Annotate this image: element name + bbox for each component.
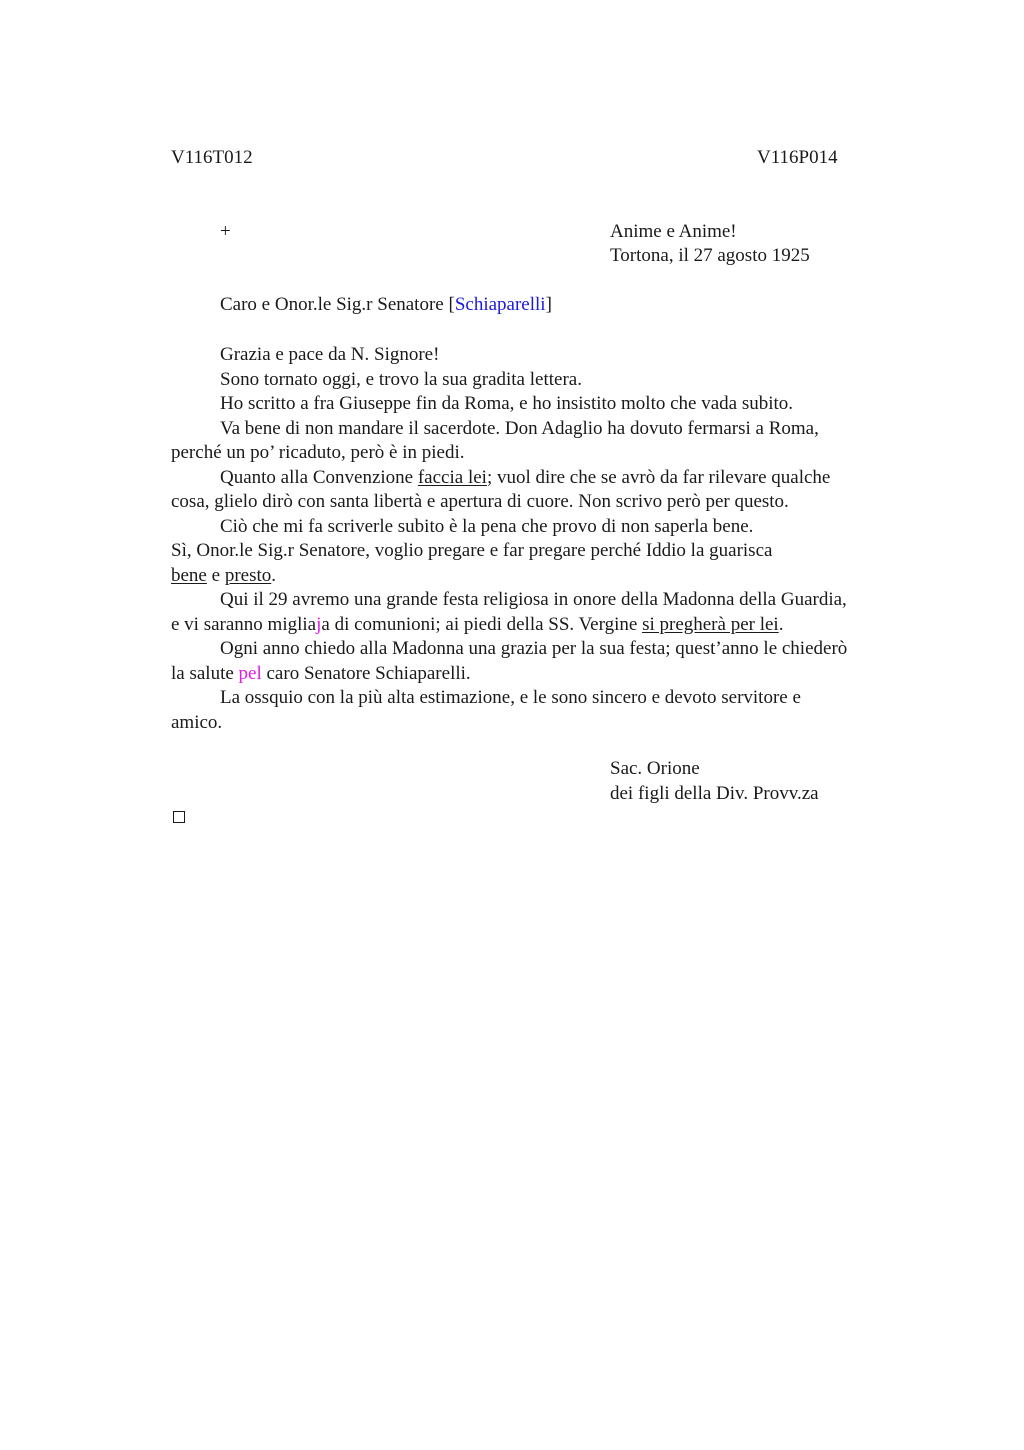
body-line-9-end: . <box>271 564 276 586</box>
right-reference-code: V116P014 <box>757 147 838 168</box>
signature-title: dei figli della Div. Provv.za <box>610 783 819 804</box>
body-line-11-mid: a di comunioni; ai piedi della SS. Vergine <box>321 613 643 635</box>
underlined-presto: presto <box>224 564 272 586</box>
underlined-bene: bene <box>171 564 207 586</box>
body-line-10: Qui il 29 avremo una grande festa religiosa in onore della Madonna della Guardia, <box>220 589 847 610</box>
salutation-text: Caro e Onor.le Sig.r Senatore [ <box>220 294 455 315</box>
body-line-12: Ogni anno chiedo alla Madonna una grazia per la sua festa; quest’anno le chiederò <box>220 638 848 659</box>
body-line-11-end: . <box>778 613 784 635</box>
letter-body <box>171 343 906 735</box>
body-line-15: amico. <box>171 711 223 733</box>
body-line-5 <box>171 466 906 491</box>
underlined-si-preghera: si pregherà per lei <box>642 613 779 635</box>
body-line-11-start: e vi saranno miglia <box>171 613 317 635</box>
place-date: Tortona, il 27 agosto 1925 <box>610 245 810 266</box>
signature-name: Sac. Orione <box>610 758 700 779</box>
left-reference-code: V116T012 <box>171 147 253 168</box>
body-line-6: cosa, glielo dirò con santa libertà e apertura di cuore. Non scrivo però per questo. <box>171 491 789 512</box>
salutation <box>220 293 552 318</box>
body-line-8: Sì, Onor.le Sig.r Senatore, voglio pregare e far pregare perché Iddio la guarisca <box>171 540 773 561</box>
motto: Anime e Anime! <box>610 221 737 242</box>
body-line-1: Sono tornato oggi, e trovo la sua gradita lettera. <box>220 368 582 390</box>
body-line-14: La ossquio con la più alta estimazione, e le sono sincero e devoto servitore e <box>220 687 801 708</box>
body-line-4: perché un po’ ricaduto, però è in piedi. <box>171 442 465 463</box>
body-line-13-end: caro Senatore Schiaparelli. <box>261 662 471 684</box>
body-line-5-start: Quanto alla Convenzione <box>220 466 418 488</box>
cross-symbol: + <box>220 221 231 242</box>
body-line-3: Va bene di non mandare il sacerdote. Don Adaglio ha dovuto fermarsi a Roma, <box>220 417 819 439</box>
body-line-11 <box>171 613 906 638</box>
magenta-j: j <box>316 613 322 635</box>
salutation-close: ] <box>545 294 552 315</box>
underlined-faccia-lei: faccia lei <box>417 466 487 488</box>
body-line-9-mid: e <box>206 564 225 586</box>
body-line-5-end: ; vuol dire che se avrò da far rilevare qualche <box>486 466 831 488</box>
body-line-2: Ho scritto a fra Giuseppe fin da Roma, e ho insistito molto che vada subito. <box>220 393 794 414</box>
body-line-7: Ciò che mi fa scriverle subito è la pena che provo di non saperla bene. <box>220 515 754 537</box>
body-line-9 <box>171 564 906 589</box>
body-greeting: Grazia e pace da N. Signore! <box>220 344 440 365</box>
recipient-name: Schiaparelli <box>454 294 546 315</box>
body-line-13-start: la salute <box>171 662 239 684</box>
magenta-pel: pel <box>238 662 262 684</box>
body-line-13 <box>171 662 906 687</box>
end-square-icon <box>173 811 185 823</box>
